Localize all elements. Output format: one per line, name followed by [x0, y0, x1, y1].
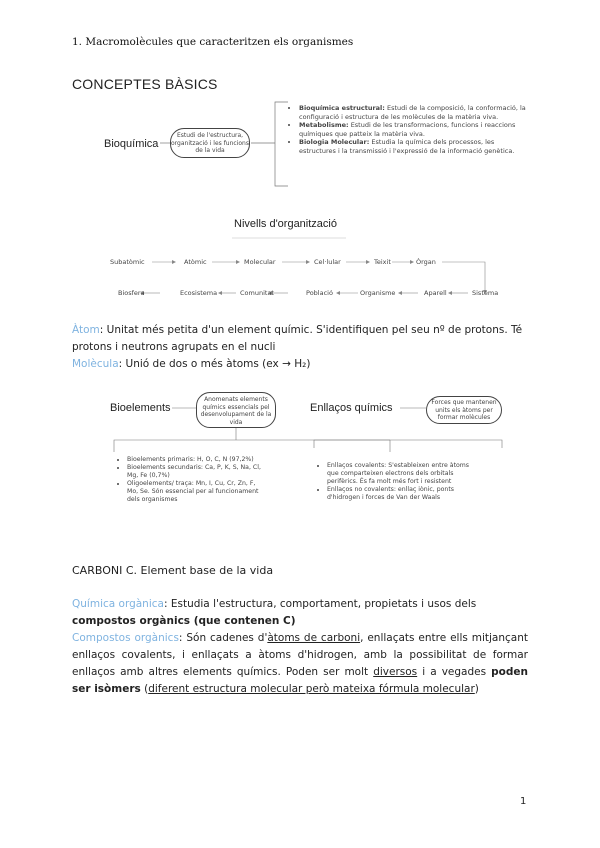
level-node: Biosfera — [118, 289, 145, 297]
carbon-heading: CARBONI C. Element base de la vida — [72, 564, 274, 577]
list-item: • Enllaços no covalents: enllaç iònic, ponts d'hidrogen i forces de Van der Waals — [327, 486, 478, 502]
level-node: Sistema — [472, 289, 499, 297]
levels-heading: Nivells d'organització — [234, 218, 337, 230]
organic-compounds-paragraph: Compostos orgànics: Són cadenes d'àtoms de carboni, enllaçats entre ells mitjançant enllaços covalents, i enllaçats a àtoms d'hidrogen, amb la possibilitat de formar enllaços amb altres elements químics. Poden ser molt diversos i a vegades poden ser isòmers (diferent estructura molecular però mateixa fórmula molecular) — [72, 632, 528, 695]
level-node: Subatòmic — [110, 258, 145, 266]
atom-definition: Àtom: Unitat més petita d'un element químic. S'identifiquen pel seu nº de protons. Té protons i neutrons agrupats en el nucli — [72, 324, 523, 353]
level-node: Comunitat — [240, 289, 274, 297]
list-item: • Bioelements primaris: H, O, C, N (97,2%) — [127, 456, 268, 464]
organic-chemistry-paragraph: Química orgànica: Estudia l'estructura, comportament, propietats i usos dels compostos orgànics (que contenen C) — [72, 598, 477, 627]
list-item: • Oligoelements/ traça: Mn, I, Cu, Cr, Zn, F, Mo, Se. Són essencial per al funcionament dels organismes — [127, 480, 268, 504]
level-node: Atòmic — [184, 258, 207, 266]
bioelements-heading: Bioelements — [110, 402, 171, 414]
molecule-definition: Molècula: Unió de dos o més àtoms (ex → H₂) — [72, 358, 311, 370]
level-node: Òrgan — [416, 258, 436, 266]
list-item: • Bioquímica estructural: Estudi de la composició, la conformació, la configuració i estructura de les molècules de la matèria viva. — [299, 104, 530, 121]
document-title: 1. Macromolècules que caracteritzen els organismes — [72, 36, 354, 48]
bonds-heading: Enllaços químics — [310, 402, 393, 414]
bonds-list — [318, 462, 478, 502]
level-node: Ecosistema — [180, 289, 218, 297]
level-node: Aparell — [424, 289, 447, 297]
level-node: Molecular — [244, 258, 276, 266]
bioquimica-label: Bioquímica — [104, 138, 159, 150]
list-item: • Enllaços covalents: S'estableixen entre àtoms que comparteixen electrons dels orbitals perifèrics. És fa molt més fort i resistent — [327, 462, 478, 486]
section-heading-concepts: CONCEPTES BÀSICS — [72, 76, 218, 92]
concepts-list — [290, 104, 530, 155]
bioelements-oval: Anomenats elements químics essencials pel desenvolupament de la vida — [196, 392, 276, 428]
list-item: • Bioelements secundaris: Ca, P, K, S, Na, Cl, Mg, Fe (0,7%) — [127, 464, 268, 480]
list-item: • Biologia Molecular: Estudia la química dels processos, les estructures i la transmissió i l'expressió de la informació genètica. — [299, 138, 530, 155]
bonds-oval: Forces que mantenen units els àtoms per formar molècules — [426, 396, 502, 424]
list-item: • Metabolisme: Estudi de les transformacions, funcions i reaccions químiques que patteix la matèria viva. — [299, 121, 530, 138]
level-node: Teixit — [374, 258, 391, 266]
level-node: Cel·lular — [314, 258, 341, 266]
page-number: 1 — [520, 796, 527, 807]
level-node: Població — [306, 289, 333, 297]
bioelements-list — [118, 456, 268, 504]
level-node: Organisme — [360, 289, 396, 297]
bioquimica-oval: Estudi de l'estructura, organització i les funcions de la vida — [170, 128, 250, 158]
